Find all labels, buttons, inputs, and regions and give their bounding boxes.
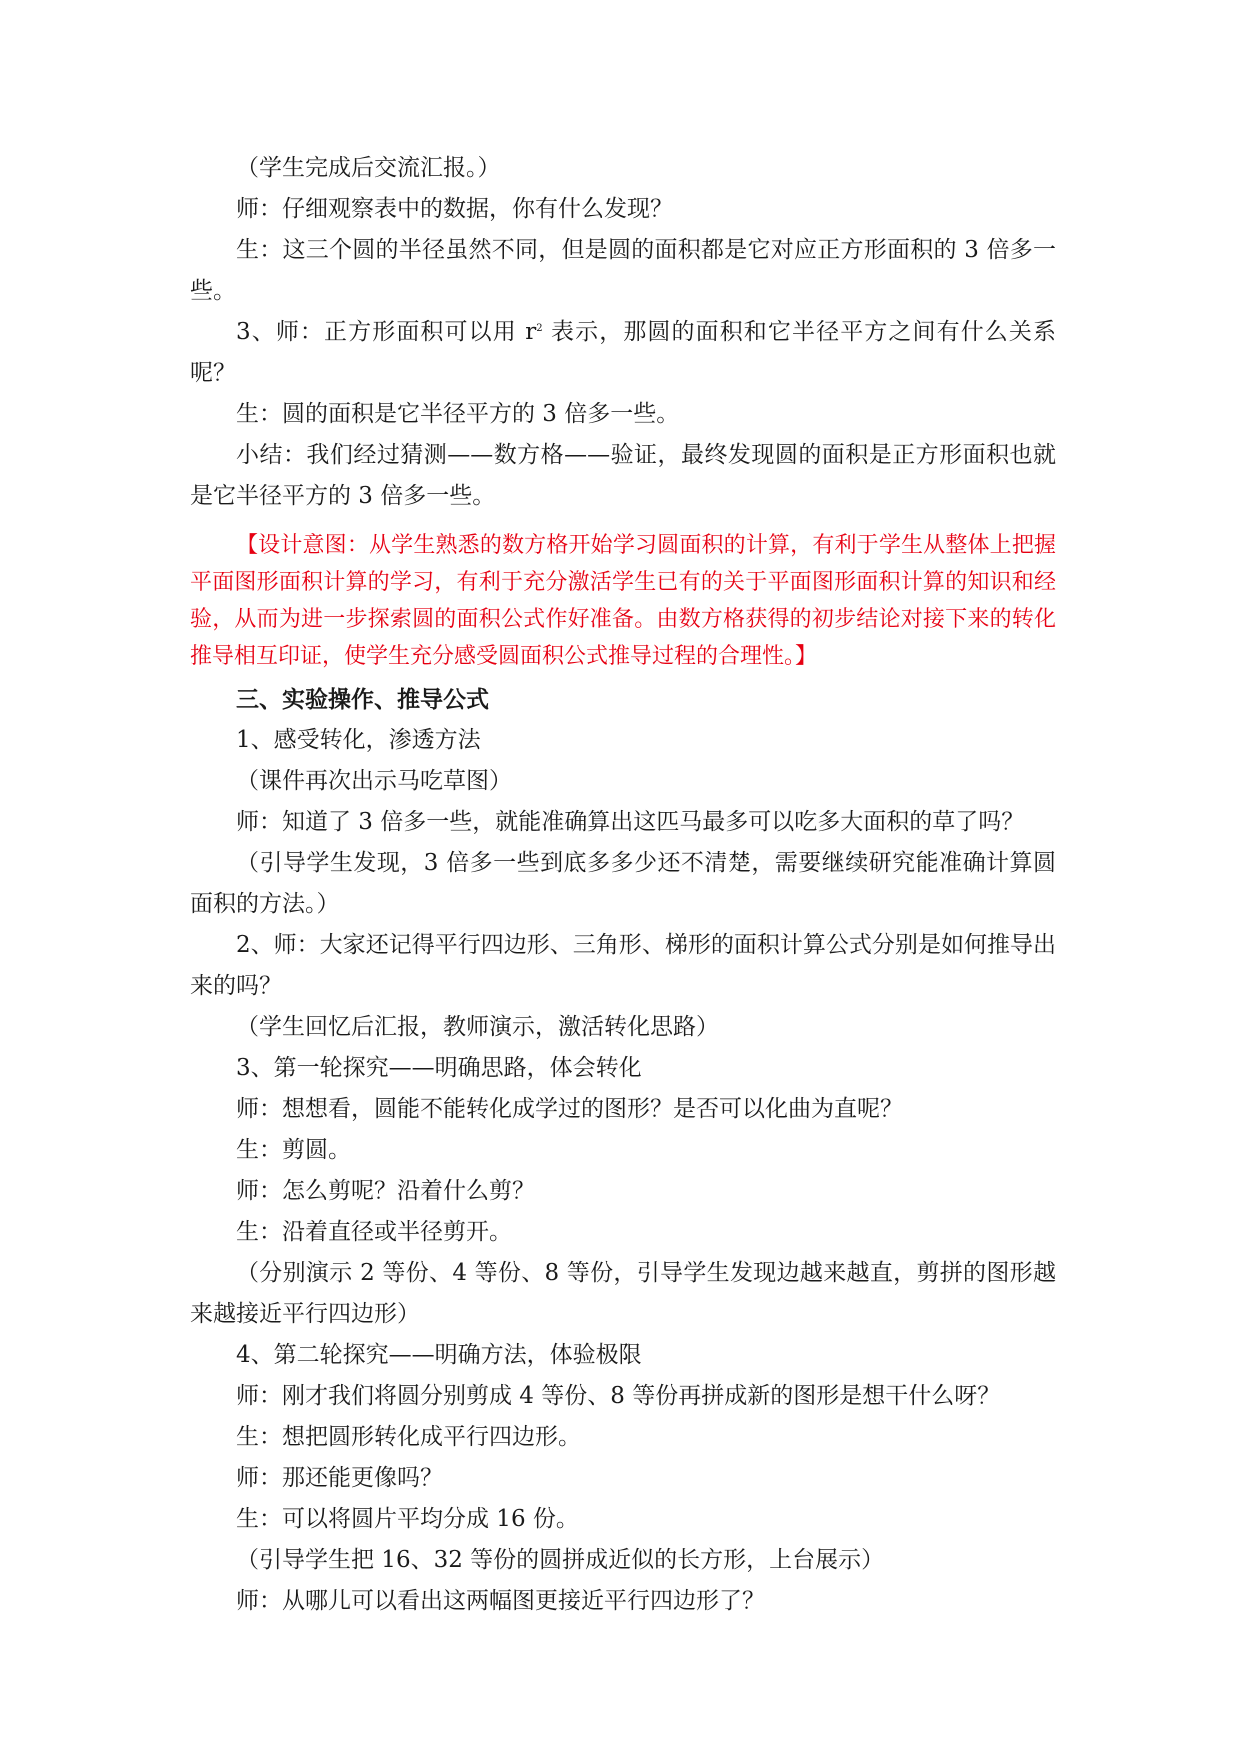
paragraph: 2、师：大家还记得平行四边形、三角形、梯形的面积计算公式分别是如何推导出来的吗？ <box>190 932 1056 999</box>
paragraph: 1、感受转化，渗透方法 <box>236 727 481 753</box>
design-intent-note: 【设计意图：从学生熟悉的数方格开始学习圆面积的计算，有利于学生从整体上把握平面图形面积计算的学习，有利于充分激活学生已有的关于平面图形面积计算的知识和经验，从而为进一步探索圆的面积公式作好准备。由数方格获得的初步结论对接下来的转化推导相互印证，使学生充分感受圆面积公式推导过程的合理性。】 <box>190 533 1056 669</box>
paragraph: 小结：我们经过猜测——数方格——验证，最终发现圆的面积是正方形面积也就是它半径平方的 3 倍多一些。 <box>190 442 1056 509</box>
paragraph: （分别演示 2 等份、4 等份、8 等份，引导学生发现边越来越直，剪拼的图形越来越接近平行四边形） <box>190 1260 1056 1327</box>
paragraph: 生：剪圆。 <box>236 1137 351 1163</box>
superscript: 2 <box>536 323 543 334</box>
paragraph: 师：从哪儿可以看出这两幅图更接近平行四边形了？ <box>236 1588 765 1614</box>
paragraph: （学生完成后交流汇报。） <box>236 155 501 181</box>
paragraph: 生：想把圆形转化成平行四边形。 <box>236 1424 581 1450</box>
paragraph: 4、第二轮探究——明确方法，体验极限 <box>236 1342 642 1368</box>
paragraph: 生：圆的面积是它半径平方的 3 倍多一些。 <box>236 401 680 427</box>
paragraph: 生：这三个圆的半径虽然不同，但是圆的面积都是它对应正方形面积的 3 倍多一些。 <box>190 237 1056 304</box>
paragraph: 师：那还能更像吗？ <box>236 1465 443 1491</box>
paragraph: 生：可以将圆片平均分成 16 份。 <box>236 1506 579 1532</box>
paragraph: 生：沿着直径或半径剪开。 <box>236 1219 512 1245</box>
paragraph: （引导学生发现，3 倍多一些到底多多少还不清楚，需要继续研究能准确计算圆面积的方法。） <box>190 850 1056 917</box>
paragraph: （课件再次出示马吃草图） <box>236 768 512 794</box>
text-run: 3、师：正方形面积可以用 r <box>236 319 537 345</box>
paragraph: 师：怎么剪呢？沿着什么剪？ <box>236 1178 535 1204</box>
paragraph: （学生回忆后汇报，教师演示，激活转化思路） <box>236 1014 719 1040</box>
paragraph: 师：想想看，圆能不能转化成学过的图形？是否可以化曲为直呢？ <box>236 1096 903 1122</box>
document-page <box>190 148 1056 1622</box>
paragraph: 师：刚才我们将圆分别剪成 4 等份、8 等份再拼成新的图形是想干什么呀？ <box>236 1383 1001 1409</box>
paragraph: 师：仔细观察表中的数据，你有什么发现？ <box>236 196 673 222</box>
paragraph: 3、第一轮探究——明确思路，体会转化 <box>236 1055 642 1081</box>
text-run: 表示，那圆的面积和它半径平方之间有什么关系呢？ <box>190 319 1056 386</box>
paragraph <box>190 312 1056 394</box>
paragraph: （引导学生把 16、32 等份的圆拼成近似的长方形，上台展示） <box>236 1547 885 1573</box>
section-heading: 三、实验操作、推导公式 <box>236 686 489 713</box>
paragraph: 师：知道了 3 倍多一些，就能准确算出这匹马最多可以吃多大面积的草了吗？ <box>236 809 1025 835</box>
